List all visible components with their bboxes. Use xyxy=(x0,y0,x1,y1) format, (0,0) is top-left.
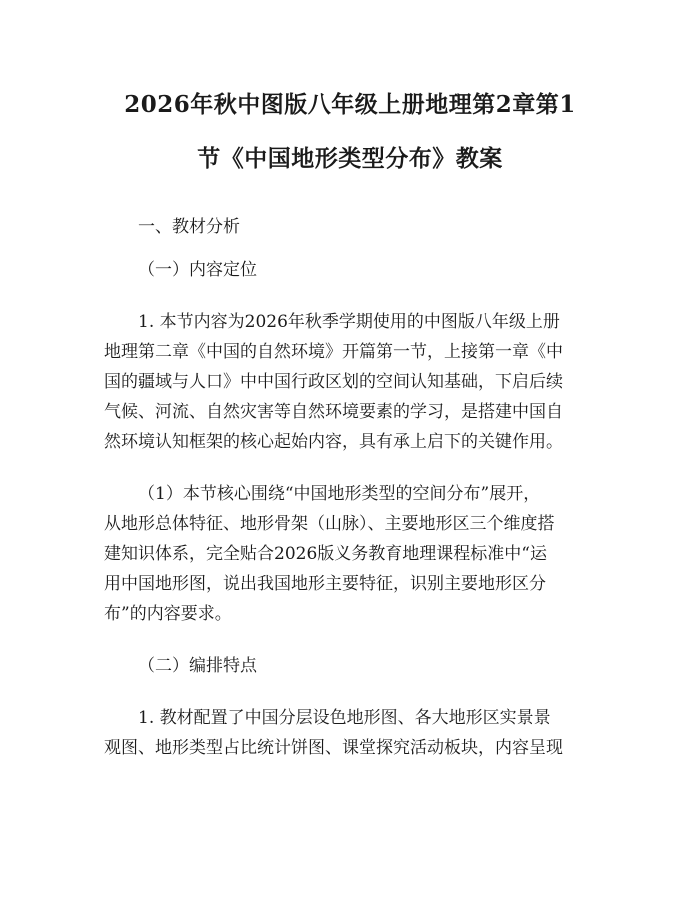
paragraph-line: 地理第二章《中国的自然环境》开篇第一节，上接第一章《中 xyxy=(104,342,563,362)
title-line-2: 节《中国地形类型分布》教案 xyxy=(197,145,503,172)
title-line-1: 2026年秋中图版八年级上册地理第2章第1 xyxy=(124,91,576,118)
paragraph-line: 1. 本节内容为2026年秋季学期使用的中图版八年级上册 xyxy=(138,312,560,332)
paragraph-line: （1）本节核心围绕“中国地形类型的空间分布”展开， xyxy=(138,484,541,504)
paragraph-line: 1. 教材配置了中国分层设色地形图、各大地形区实景景 xyxy=(138,708,551,728)
paragraph-core-content xyxy=(104,479,596,629)
paragraph-layout-features-1 xyxy=(104,703,596,763)
section-heading-teaching-material-analysis: 一、教材分析 xyxy=(138,217,240,237)
paragraph-content-positioning-1 xyxy=(104,307,596,457)
paragraph-line: 布”的内容要求。 xyxy=(104,604,232,624)
paragraph-line: 建知识体系，完全贴合2026版义务教育地理课程标准中“运 xyxy=(104,544,547,564)
subsection-heading-content-positioning: （一）内容定位 xyxy=(138,260,257,280)
paragraph-line: 用中国地形图，说出我国地形主要特征，识别主要地形区分 xyxy=(104,574,546,594)
document-title xyxy=(104,0,596,179)
paragraph-line: 观图、地形类型占比统计饼图、课堂探究活动板块，内容呈现 xyxy=(104,738,563,758)
paragraph-line: 然环境认知框架的核心起始内容，具有承上启下的关键作用。 xyxy=(104,432,563,452)
paragraph-line: 气候、河流、自然灾害等自然环境要素的学习，是搭建中国自 xyxy=(104,402,563,422)
paragraph-line: 从地形总体特征、地形骨架（山脉）、主要地形区三个维度搭 xyxy=(104,514,555,534)
subsection-heading-layout-features: （二）编排特点 xyxy=(138,656,257,676)
paragraph-line: 国的疆域与人口》中中国行政区划的空间认知基础，下启后续 xyxy=(104,372,563,392)
